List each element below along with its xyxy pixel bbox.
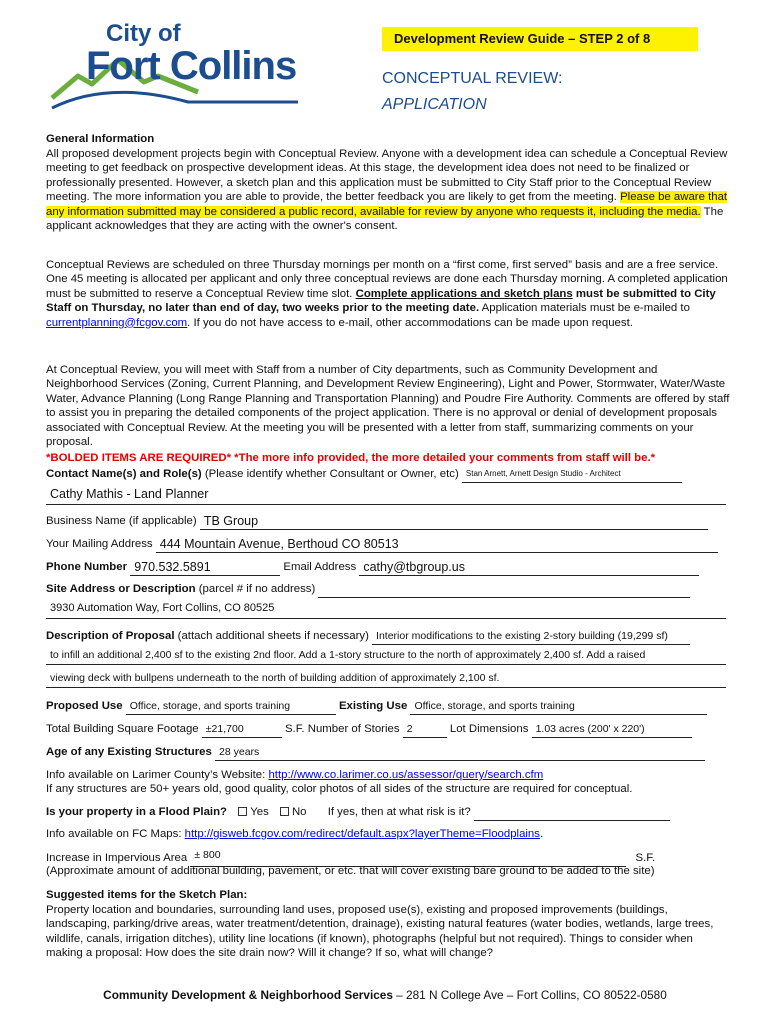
description-field[interactable] [372, 630, 690, 645]
step-badge-text: Development Review Guide – STEP 2 of 8 [394, 31, 651, 46]
contact-value-2: Cathy Mathis - Land Planner [50, 487, 209, 501]
sqft-field[interactable] [202, 723, 282, 738]
email-link[interactable]: currentplanning@fcgov.com [46, 316, 188, 329]
mailing-value: 444 Mountain Avenue, Berthoud CO 80513 [159, 537, 399, 551]
business-value: TB Group [203, 514, 259, 528]
description-hint: (attach additional sheets if necessary) [174, 630, 369, 642]
email-label: Email Address [283, 561, 357, 573]
required-notice: *BOLDED ITEMS ARE REQUIRED* *The more info provided, the more detailed your comments from staff will be.* [46, 452, 656, 464]
footer-address: – 281 N College Ave – Fort Collins, CO 80522-0580 [392, 988, 667, 1002]
larimer-info [46, 769, 543, 781]
sqft-value: ±21,700 [205, 723, 244, 735]
business-row [46, 512, 730, 530]
lot-label: Lot Dimensions [449, 723, 529, 735]
phone-value: 970.532.5891 [134, 560, 211, 574]
p2-bold: must be submitted to City Staff on Thursday, no later than end of day, two weeks prior to the meeting date. [46, 287, 716, 315]
existing-use-field[interactable] [410, 700, 707, 715]
fcmaps-info: Info available on FC Maps: http://gisweb.fcgov.com/redirect/default.aspx?layerTheme=Floodplains. [46, 828, 544, 840]
impervious-unit: S.F. [635, 852, 656, 864]
description-row [46, 627, 730, 645]
age-value: 28 years [219, 746, 260, 758]
p2-text-2: Application materials must be e-mailed to [479, 302, 690, 315]
sketch-text: Property location and boundaries, surrounding land uses, proposed use(s), existing and proposed improvements (buildings, landscaping, parking/drive areas, water treatment/detention, drainage), existing natural features (water bodies, wetlands, large trees, wildlife, canals, irrigation ditches), utility line locations (if known), photographs (helpful but not required). Things to consider when making a proposal: How does the site drain now? Will it change? If so, what will change? [46, 904, 714, 960]
site-field[interactable] [318, 583, 690, 598]
proposed-use-label: Proposed Use [46, 700, 123, 712]
contact-field[interactable] [462, 468, 682, 483]
phone-field[interactable] [130, 561, 280, 576]
age-row [46, 743, 730, 761]
general-heading: General Information [46, 133, 155, 145]
contact-row [46, 465, 730, 483]
stories-field[interactable] [403, 723, 447, 738]
existing-use-label: Existing Use [338, 700, 408, 712]
proposed-use-field[interactable] [126, 700, 336, 715]
site-label: Site Address or Description [46, 583, 196, 595]
footer-department: Community Development & Neighborhood Services [103, 988, 393, 1002]
page-subtitle: APPLICATION [382, 96, 487, 113]
impervious-label: Increase in Impervious Area [46, 852, 188, 864]
flood-no-checkbox[interactable] [280, 807, 289, 816]
p2-text: Conceptual Reviews are scheduled on three Thursday mornings per month on a “first come, first served” basis and are a free service. One 45 meeting is allocated per applicant and only three conceptual reviews are done each Thursday morning. A completed application must be submitted to reserve a Conceptual Review time slot. [46, 259, 728, 300]
general-paragraph-2 [46, 258, 730, 330]
stories-label: S.F. Number of Stories [281, 723, 400, 735]
flood-no-label: No [291, 806, 307, 818]
site-hint: (parcel # if no address) [195, 583, 316, 595]
contact-label: Contact Name(s) and Role(s) [46, 468, 202, 480]
phone-label: Phone Number [46, 561, 128, 573]
flood-label: Is your property in a Flood Plain? [46, 806, 228, 818]
description-value-2: to infill an additional 2,400 sf to the existing 2nd floor. Add a 1-story structure to the north of approximately 2,400 sf. Add a raised [50, 649, 646, 661]
p2-text-3: . If you do not have access to e-mail, other accommodations can be made upon request. [187, 316, 633, 329]
p1-text: All proposed development projects begin with Conceptual Review. Anyone with a development idea can schedule a Conceptual Review meeting to get feedback on prospective development ideas. At this stage, the development idea does not need to be finalized or professionally presented. However, a sketch plan and this application must be submitted to City Staff prior to the Conceptual Review meeting. The more information you are able to provide, the better feedback you are likely to get from the meeting. [46, 148, 728, 204]
email-value: cathy@tbgroup.us [363, 560, 465, 574]
site-row [46, 580, 730, 598]
business-label: Business Name (if applicable) [46, 515, 197, 527]
lot-value: 1.03 acres (200' x 220') [535, 723, 645, 735]
general-paragraph-1 [46, 147, 730, 233]
flood-risk-field[interactable] [474, 806, 670, 821]
mailing-row [46, 535, 730, 553]
public-record-notice: Please be aware that any information submitted may be considered a public record, available for review by anyone who requests it, including the media. [46, 191, 728, 218]
email-field[interactable] [359, 561, 699, 576]
logo-line1: City of [106, 20, 181, 47]
fcmaps-link[interactable]: http://gisweb.fcgov.com/redirect/default.aspx?layerTheme=Floodplains [184, 828, 540, 840]
description-value-1: Interior modifications to the existing 2-story building (19,299 sf) [376, 630, 668, 642]
flood-row [46, 803, 730, 821]
business-field[interactable] [200, 515, 708, 530]
description-label: Description of Proposal [46, 630, 175, 642]
existing-use-value: Office, storage, and sports training [414, 700, 575, 712]
stories-value: 2 [406, 723, 413, 735]
city-logo [48, 20, 308, 120]
age-label: Age of any Existing Structures [46, 746, 212, 758]
photos-note: If any structures are 50+ years old, good quality, color photos of all sides of the structure are required for conceptual. [46, 783, 633, 795]
sqft-label: Total Building Square Footage [46, 723, 199, 735]
logo-line2: Fort Collins [86, 44, 297, 88]
mailing-label: Your Mailing Address [46, 538, 153, 550]
proposed-use-value: Office, storage, and sports training [129, 700, 291, 712]
mailing-field[interactable] [156, 538, 718, 553]
size-row [46, 720, 730, 738]
impervious-note: (Approximate amount of additional building, pavement, or etc. that will cover existing bare ground to be added to the site) [46, 865, 655, 877]
p1-text-end: The applicant acknowledges that they are acting with the owner's consent. [46, 205, 724, 233]
page-footer [0, 988, 770, 1002]
use-row [46, 697, 730, 715]
flood-yes-checkbox[interactable] [238, 807, 247, 816]
contact-value-1: Stan Arnett, Arnett Design Studio - Architect [465, 469, 621, 478]
general-paragraph-3: At Conceptual Review, you will meet with Staff from a number of City departments, such as Community Development and Neighborhood Services (Zoning, Current Planning, and Development Review Engineering), Light and Power, Stormwater, Water/Waste Water, Advance Planning (Long Range Planning and Transportation Planning) and Poudre Fire Authority. Comments are offered by staff to assist you in preparing the detailed components of the project application. There is no approval or denial of development proposals associated with Conceptual Review. At the meeting you will be presented with a letter from staff, summarizing comments on your proposal. [46, 364, 730, 449]
flood-risk-label: If yes, then at what risk is it? [327, 806, 471, 818]
sketch-heading: Suggested items for the Sketch Plan: [46, 889, 248, 901]
flood-yes-label: Yes [250, 806, 269, 818]
lot-field[interactable] [532, 723, 692, 738]
age-field[interactable] [215, 746, 705, 761]
larimer-link[interactable]: http://www.co.larimer.co.us/assessor/query/search.cfm [268, 769, 544, 781]
step-badge [382, 27, 698, 51]
larimer-text: Info available on Larimer County’s Website: [46, 769, 269, 781]
impervious-value: ± 800 [194, 849, 221, 861]
page-title: CONCEPTUAL REVIEW: [382, 70, 563, 87]
description-value-3: viewing deck with bullpens underneath to the north of building addition of approximately 2,100 sf. [50, 672, 500, 684]
p2-bold-underline: Complete applications and sketch plans [355, 287, 573, 300]
phone-email-row [46, 558, 730, 576]
site-value: 3930 Automation Way, Fort Collins, CO 80525 [50, 602, 275, 614]
contact-hint: (Please identify whether Consultant or Owner, etc) [201, 468, 459, 480]
fcmaps-text: Info available on FC Maps: [46, 828, 185, 840]
